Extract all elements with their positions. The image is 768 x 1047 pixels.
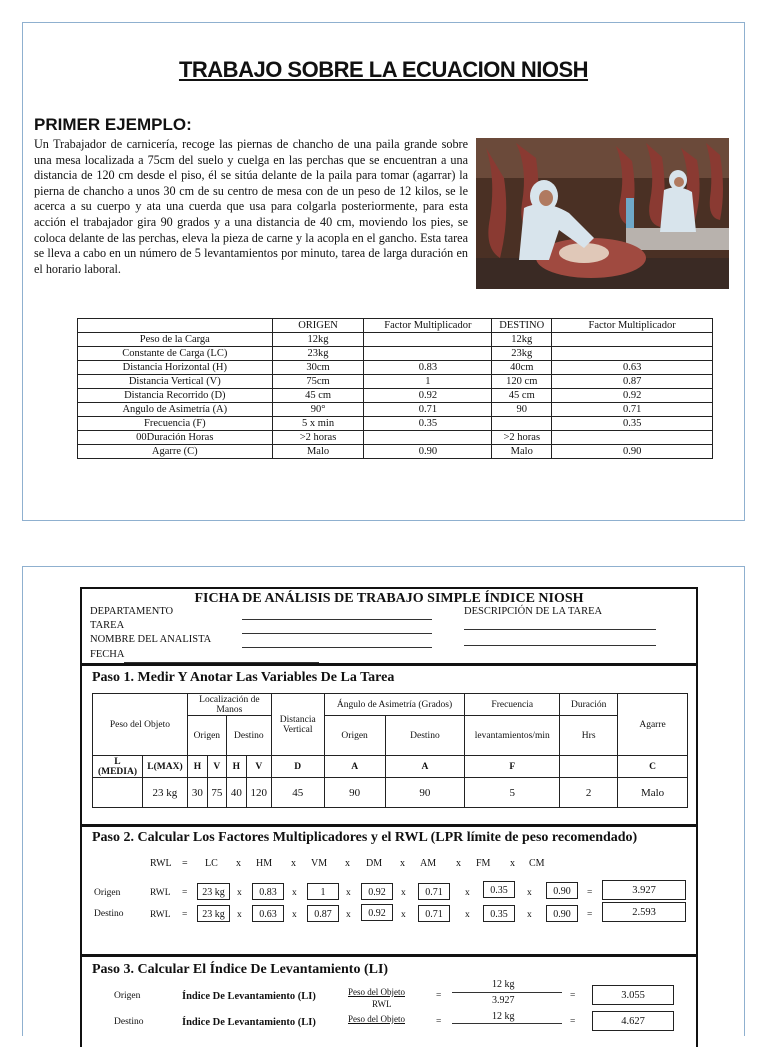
destination-am-box[interactable]: 0.71 <box>418 905 450 922</box>
cell: Distancia Recorrido (D) <box>78 389 273 403</box>
cell: Distancia Vertical (V) <box>78 375 273 389</box>
destination-li-result[interactable]: 4.627 <box>592 1011 674 1031</box>
cell: 0.71 <box>552 403 713 417</box>
origin-lc-box[interactable]: 23 kg <box>197 883 230 900</box>
formula-term: HM <box>256 858 273 869</box>
task-label: TAREA <box>90 620 125 631</box>
header-cell: ORIGEN <box>272 319 364 333</box>
formula-term: x <box>456 858 461 869</box>
header-destination: Destino <box>226 716 271 756</box>
date-label: FECHA <box>90 649 125 660</box>
cell: 90° <box>272 403 364 417</box>
formula-term: x <box>510 858 515 869</box>
value-cell[interactable]: 90 <box>324 778 385 808</box>
analyst-label: NOMBRE DEL ANALISTA <box>90 634 212 645</box>
cell <box>552 347 713 361</box>
table-row <box>78 333 713 347</box>
formula-term: x <box>400 858 405 869</box>
times-sign: x <box>237 888 242 898</box>
header-hand-location: Localización de Manos <box>187 694 271 716</box>
header-cell: Factor Multiplicador <box>552 319 713 333</box>
equals-sign: = <box>570 991 576 1001</box>
formula-term: AM <box>420 858 437 869</box>
formula-term: VM <box>311 858 328 869</box>
value-cell[interactable]: 90 <box>385 778 465 808</box>
destination-dm-box[interactable]: 0.92 <box>361 904 393 921</box>
symbol-cell: D <box>271 756 324 778</box>
origin-li-formula-name: Índice De Levantamiento (LI) <box>182 991 316 1002</box>
cell <box>492 417 552 431</box>
cell: 45 cm <box>272 389 364 403</box>
origin-rwl-result[interactable]: 3.927 <box>602 880 686 900</box>
cell <box>364 347 492 361</box>
formula-term: DM <box>366 858 383 869</box>
value-row <box>93 778 688 808</box>
equals-sign: = <box>182 910 188 920</box>
header-vertical-distance: Distancia Vertical <box>271 694 324 756</box>
step-1-title: Paso 1. Medir Y Anotar Las Variables De La Tarea <box>92 670 395 685</box>
origin-li-rwl-label: RWL <box>372 999 392 1009</box>
cell: 0.83 <box>364 361 492 375</box>
header-asymmetry: Ángulo de Asimetría (Grados) <box>324 694 465 716</box>
origin-li-result[interactable]: 3.055 <box>592 985 674 1005</box>
cell: Frecuencia (F) <box>78 417 273 431</box>
symbol-row <box>93 756 688 778</box>
times-sign: x <box>237 910 242 920</box>
cell: Constante de Carga (LC) <box>78 347 273 361</box>
origin-li-numerator: 12 kg <box>492 979 515 990</box>
value-cell[interactable]: 40 <box>226 778 246 808</box>
cell: 40cm <box>492 361 552 375</box>
header-frequency: Frecuencia <box>465 694 560 716</box>
step-1-section <box>82 663 696 666</box>
cell: Malo <box>272 445 364 459</box>
document-page-2 <box>22 566 745 1036</box>
value-cell[interactable]: 5 <box>465 778 560 808</box>
cell <box>364 333 492 347</box>
times-sign: x <box>465 888 470 898</box>
header-asym-origin: Origen <box>324 716 385 756</box>
symbol-cell: C <box>618 756 688 778</box>
times-sign: x <box>465 910 470 920</box>
page-title: TRABAJO SOBRE LA ECUACION NIOSH <box>178 57 589 82</box>
table-row <box>78 375 713 389</box>
times-sign: x <box>292 910 297 920</box>
times-sign: x <box>346 888 351 898</box>
cell: 30cm <box>272 361 364 375</box>
header-grip: Agarre <box>618 694 688 756</box>
description-line-2[interactable] <box>464 645 656 646</box>
origin-vm-box[interactable]: 1 <box>307 883 339 900</box>
cell: 23kg <box>492 347 552 361</box>
cell: >2 horas <box>272 431 364 445</box>
value-cell[interactable]: 120 <box>246 778 271 808</box>
cell <box>552 431 713 445</box>
document-page-1 <box>22 22 745 521</box>
table-row <box>78 445 713 459</box>
symbol-cell: F <box>465 756 560 778</box>
destination-li-numerator: 12 kg <box>492 1011 515 1022</box>
value-cell[interactable]: 45 <box>271 778 324 808</box>
origin-fm-box[interactable]: 0.35 <box>483 881 515 898</box>
section-heading: PRIMER EJEMPLO: <box>34 115 192 134</box>
value-cell[interactable]: Malo <box>618 778 688 808</box>
variables-table <box>77 318 713 459</box>
destination-li-weight-label: Peso del Objeto <box>348 1014 405 1024</box>
destination-li-label: Destino <box>114 1017 144 1027</box>
times-sign: x <box>346 910 351 920</box>
cell: Agarre (C) <box>78 445 273 459</box>
destination-row-label: Destino <box>94 909 124 919</box>
symbol-cell <box>560 756 618 778</box>
step-3-title: Paso 3. Calcular El Índice De Levantamiento (LI) <box>92 962 389 977</box>
cell: 5 x min <box>272 417 364 431</box>
cell <box>364 431 492 445</box>
symbol-cell: V <box>207 756 226 778</box>
value-cell[interactable]: 2 <box>560 778 618 808</box>
formula-term: x <box>236 858 241 869</box>
cell: Distancia Horizontal (H) <box>78 361 273 375</box>
table-row <box>78 389 713 403</box>
formula-term: FM <box>476 858 491 869</box>
header-cell: DESTINO <box>492 319 552 333</box>
origin-li-weight-label: Peso del Objeto <box>348 987 405 997</box>
symbol-cell: A <box>324 756 385 778</box>
destination-cm-box[interactable]: 0.90 <box>546 905 578 922</box>
cell: 0.35 <box>552 417 713 431</box>
cell: 12kg <box>272 333 364 347</box>
description-line-1[interactable] <box>464 629 656 630</box>
cell: 45 cm <box>492 389 552 403</box>
formula-term: RWL <box>150 858 172 869</box>
symbol-cell: L(MAX) <box>142 756 187 778</box>
cell: 0.71 <box>364 403 492 417</box>
value-cell[interactable]: 30 <box>187 778 207 808</box>
step-1-variables-table <box>92 693 688 808</box>
analyst-line[interactable] <box>242 647 432 648</box>
step-3-section <box>82 954 696 957</box>
table-row <box>78 403 713 417</box>
cell: 120 cm <box>492 375 552 389</box>
origin-fraction-bar <box>452 992 562 993</box>
table-row <box>78 361 713 375</box>
origin-li-denominator: 3.927 <box>492 995 515 1006</box>
formula-term: = <box>182 858 188 869</box>
header-duration: Duración <box>560 694 618 716</box>
header-frequency-unit: levantamientos/min <box>465 716 560 756</box>
value-cell[interactable]: 23 kg <box>142 778 187 808</box>
table-row <box>78 431 713 445</box>
cell: 0.90 <box>552 445 713 459</box>
formula-term: x <box>345 858 350 869</box>
symbol-cell: H <box>187 756 207 778</box>
cell: 0.87 <box>552 375 713 389</box>
formula-term: x <box>291 858 296 869</box>
destination-fm-box[interactable]: 0.35 <box>483 905 515 922</box>
header-cell: Factor Multiplicador <box>364 319 492 333</box>
cell: >2 horas <box>492 431 552 445</box>
times-sign: x <box>292 888 297 898</box>
problem-paragraph: Un Trabajador de carnicería, recoge las piernas de chancho de una paila grande sobre una mesa localizada a 75cm del suelo y cuelga en las perchas que se encuentran a una distancia de 120 cm desde el piso, él se sitúa delante de la paila para tomar (agarrar) la pierna de chancho a unos 30 cm de su centro de mesa con de un peso de 12 kilos, se le acerca a su cuerpo y ata una cuerda que usa para colgarla posteriormente, para esta acción el trabajador gira 90 grados y a una distancia de 40 cm, moviendo los pies, se coloca delante de las perchas, eleva la pieza de carne y la acopla en el gancho. Esta tarea se lleva a cabo en un número de 5 levantamientos por minuto, tarea de larga duración en el horario laboral. <box>34 137 468 276</box>
butcher-workers-photo <box>476 138 729 289</box>
step-2-title <box>92 830 637 846</box>
task-line[interactable] <box>242 633 432 634</box>
equals-sign: = <box>587 888 593 898</box>
destination-rwl-result[interactable]: 2.593 <box>602 902 686 922</box>
origin-dm-box[interactable]: 0.92 <box>361 883 393 900</box>
form-title: FICHA DE ANÁLISIS DE TRABAJO SIMPLE ÍNDICE NIOSH <box>194 591 584 606</box>
cell <box>552 333 713 347</box>
times-sign: x <box>401 888 406 898</box>
symbol-cell: L (MEDIA) <box>93 756 143 778</box>
table-row <box>78 347 713 361</box>
origin-am-box[interactable]: 0.71 <box>418 883 450 900</box>
step-2-title-note: (LPR límite de peso recomendado) <box>430 830 638 845</box>
niosh-analysis-form <box>80 587 698 1047</box>
cell: Peso de la Carga <box>78 333 273 347</box>
description-label: DESCRIPCIÓN DE LA TAREA <box>464 606 603 617</box>
times-sign: x <box>401 910 406 920</box>
symbol-cell: A <box>385 756 465 778</box>
equals-sign: = <box>436 991 442 1001</box>
cell: 00Duración Horas <box>78 431 273 445</box>
destination-hm-box[interactable]: 0.63 <box>252 905 284 922</box>
cell: 75cm <box>272 375 364 389</box>
header-weight: Peso del Objeto <box>93 694 188 756</box>
cell: 0.90 <box>364 445 492 459</box>
equals-sign: = <box>182 888 188 898</box>
header-cell <box>78 319 273 333</box>
cell: Malo <box>492 445 552 459</box>
destination-li-formula-name: Índice De Levantamiento (LI) <box>182 1017 316 1028</box>
equals-sign: = <box>570 1017 576 1027</box>
cell: 0.92 <box>552 389 713 403</box>
cell: Angulo de Asimetría (A) <box>78 403 273 417</box>
cell: 0.63 <box>552 361 713 375</box>
destination-lc-box[interactable]: 23 kg <box>197 905 230 922</box>
cell: 23kg <box>272 347 364 361</box>
step-2-title-text: Paso 2. Calcular Los Factores Multiplicadores y el RWL <box>92 830 428 845</box>
formula-term: LC <box>205 858 218 869</box>
origin-li-label: Origen <box>114 991 141 1001</box>
table-row <box>78 417 713 431</box>
cell: 0.92 <box>364 389 492 403</box>
equals-sign: = <box>436 1017 442 1027</box>
times-sign: x <box>527 888 532 898</box>
symbol-cell: V <box>246 756 271 778</box>
header-origin: Origen <box>187 716 226 756</box>
cell: 12kg <box>492 333 552 347</box>
cell: 1 <box>364 375 492 389</box>
formula-term: CM <box>529 858 545 869</box>
header-asym-destination: Destino <box>385 716 465 756</box>
step-2-section <box>82 824 696 827</box>
header-duration-unit: Hrs <box>560 716 618 756</box>
department-line[interactable] <box>242 619 432 620</box>
times-sign: x <box>527 910 532 920</box>
equals-sign: = <box>587 910 593 920</box>
department-label: DEPARTAMENTO <box>90 606 174 617</box>
value-cell[interactable] <box>93 778 143 808</box>
origin-cm-box[interactable]: 0.90 <box>546 882 578 899</box>
destination-rwl-label: RWL <box>150 910 171 920</box>
destination-vm-box[interactable]: 0.87 <box>307 905 339 922</box>
symbol-cell: H <box>226 756 246 778</box>
value-cell[interactable]: 75 <box>207 778 226 808</box>
origin-hm-box[interactable]: 0.83 <box>252 883 284 900</box>
cell: 90 <box>492 403 552 417</box>
table-header-row <box>78 319 713 333</box>
origin-row-label: Origen <box>94 888 121 898</box>
cell: 0.35 <box>364 417 492 431</box>
origin-rwl-label: RWL <box>150 888 171 898</box>
